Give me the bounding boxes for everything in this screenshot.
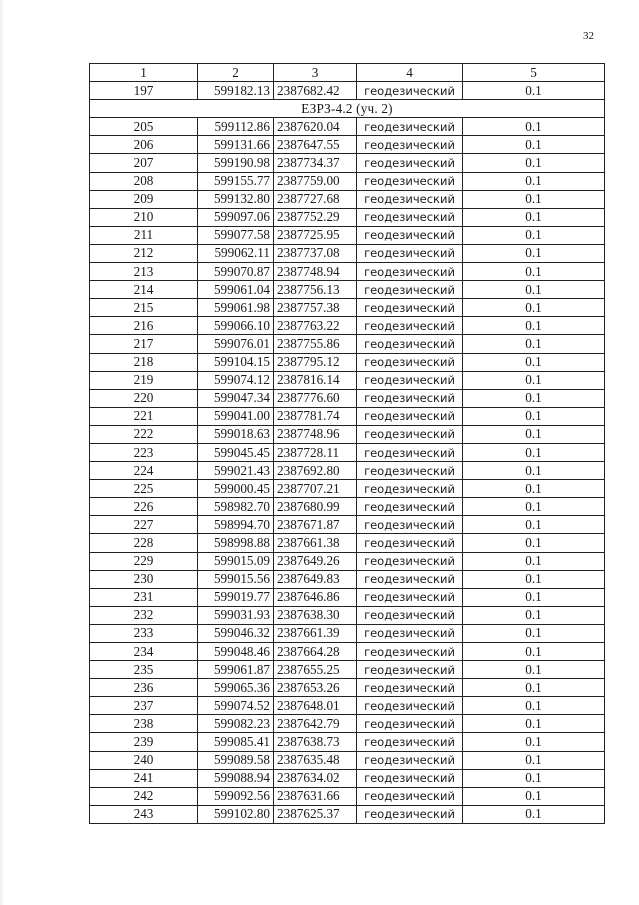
x-coordinate: 598994.70 bbox=[198, 516, 274, 534]
point-number: 222 bbox=[90, 425, 198, 443]
table-row bbox=[90, 643, 605, 661]
table-row bbox=[90, 407, 605, 425]
x-coordinate: 599074.52 bbox=[198, 697, 274, 715]
point-number: 220 bbox=[90, 389, 198, 407]
x-coordinate: 599061.98 bbox=[198, 299, 274, 317]
method-type: геодезический bbox=[357, 679, 463, 697]
table-row bbox=[90, 570, 605, 588]
method-type: геодезический bbox=[357, 588, 463, 606]
method-type: геодезический bbox=[357, 787, 463, 805]
y-coordinate: 2387692.80 bbox=[274, 462, 357, 480]
accuracy: 0.1 bbox=[463, 118, 605, 136]
x-coordinate: 599112.86 bbox=[198, 118, 274, 136]
method-type: геодезический bbox=[357, 570, 463, 588]
table-row bbox=[90, 769, 605, 787]
method-type: геодезический bbox=[357, 208, 463, 226]
accuracy: 0.1 bbox=[463, 462, 605, 480]
table-row bbox=[90, 498, 605, 516]
point-number: 232 bbox=[90, 606, 198, 624]
method-type: геодезический bbox=[357, 624, 463, 642]
method-type: геодезический bbox=[357, 751, 463, 769]
y-coordinate: 2387763.22 bbox=[274, 317, 357, 335]
table-row bbox=[90, 154, 605, 172]
method-type: геодезический bbox=[357, 281, 463, 299]
x-coordinate: 599089.58 bbox=[198, 751, 274, 769]
point-number: 208 bbox=[90, 172, 198, 190]
table-row bbox=[90, 733, 605, 751]
y-coordinate: 2387748.94 bbox=[274, 263, 357, 281]
x-coordinate: 599190.98 bbox=[198, 154, 274, 172]
table-row bbox=[90, 425, 605, 443]
y-coordinate: 2387635.48 bbox=[274, 751, 357, 769]
y-coordinate: 2387816.14 bbox=[274, 371, 357, 389]
scan-edge-shadow bbox=[0, 0, 4, 905]
point-number: 230 bbox=[90, 570, 198, 588]
y-coordinate: 2387661.38 bbox=[274, 534, 357, 552]
method-type: геодезический bbox=[357, 118, 463, 136]
method-type: геодезический bbox=[357, 407, 463, 425]
x-coordinate: 599132.80 bbox=[198, 190, 274, 208]
y-coordinate: 2387776.60 bbox=[274, 389, 357, 407]
y-coordinate: 2387737.08 bbox=[274, 244, 357, 262]
coordinates-table bbox=[89, 63, 605, 824]
accuracy: 0.1 bbox=[463, 498, 605, 516]
point-number: 213 bbox=[90, 263, 198, 281]
point-number: 210 bbox=[90, 208, 198, 226]
table-row bbox=[90, 661, 605, 679]
method-type: геодезический bbox=[357, 317, 463, 335]
point-number: 231 bbox=[90, 588, 198, 606]
y-coordinate: 2387728.11 bbox=[274, 443, 357, 461]
x-coordinate: 599018.63 bbox=[198, 425, 274, 443]
method-type: геодезический bbox=[357, 606, 463, 624]
accuracy: 0.1 bbox=[463, 805, 605, 823]
page-number: 32 bbox=[583, 30, 594, 42]
header-col-3: 3 bbox=[274, 64, 357, 82]
accuracy: 0.1 bbox=[463, 226, 605, 244]
method-type: геодезический bbox=[357, 661, 463, 679]
table-row bbox=[90, 462, 605, 480]
method-type: геодезический bbox=[357, 534, 463, 552]
header-row bbox=[90, 64, 605, 82]
x-coordinate: 599077.58 bbox=[198, 226, 274, 244]
x-coordinate: 599061.87 bbox=[198, 661, 274, 679]
table-row bbox=[90, 805, 605, 823]
y-coordinate: 2387734.37 bbox=[274, 154, 357, 172]
accuracy: 0.1 bbox=[463, 136, 605, 154]
x-coordinate: 599155.77 bbox=[198, 172, 274, 190]
y-coordinate: 2387642.79 bbox=[274, 715, 357, 733]
x-coordinate: 599019.77 bbox=[198, 588, 274, 606]
y-coordinate: 2387634.02 bbox=[274, 769, 357, 787]
accuracy: 0.1 bbox=[463, 299, 605, 317]
point-number: 239 bbox=[90, 733, 198, 751]
method-type: геодезический bbox=[357, 697, 463, 715]
method-type: геодезический bbox=[357, 371, 463, 389]
table-row bbox=[90, 697, 605, 715]
x-coordinate: 599092.56 bbox=[198, 787, 274, 805]
section-row bbox=[90, 100, 605, 118]
method-type: геодезический bbox=[357, 480, 463, 498]
point-number: 243 bbox=[90, 805, 198, 823]
table-row bbox=[90, 679, 605, 697]
point-number: 211 bbox=[90, 226, 198, 244]
x-coordinate: 599015.09 bbox=[198, 552, 274, 570]
x-coordinate: 599104.15 bbox=[198, 353, 274, 371]
accuracy: 0.1 bbox=[463, 172, 605, 190]
x-coordinate: 599031.93 bbox=[198, 606, 274, 624]
table-row bbox=[90, 516, 605, 534]
table-row bbox=[90, 281, 605, 299]
accuracy: 0.1 bbox=[463, 208, 605, 226]
x-coordinate: 599182.13 bbox=[198, 82, 274, 100]
table-row bbox=[90, 443, 605, 461]
x-coordinate: 598982.70 bbox=[198, 498, 274, 516]
accuracy: 0.1 bbox=[463, 733, 605, 751]
table-row bbox=[90, 624, 605, 642]
point-number: 219 bbox=[90, 371, 198, 389]
accuracy: 0.1 bbox=[463, 570, 605, 588]
x-coordinate: 599097.06 bbox=[198, 208, 274, 226]
y-coordinate: 2387795.12 bbox=[274, 353, 357, 371]
x-coordinate: 599047.34 bbox=[198, 389, 274, 407]
x-coordinate: 599065.36 bbox=[198, 679, 274, 697]
method-type: геодезический bbox=[357, 443, 463, 461]
table-row bbox=[90, 263, 605, 281]
table-row bbox=[90, 715, 605, 733]
y-coordinate: 2387661.39 bbox=[274, 624, 357, 642]
point-number: 218 bbox=[90, 353, 198, 371]
method-type: геодезический bbox=[357, 172, 463, 190]
method-type: геодезический bbox=[357, 805, 463, 823]
x-coordinate: 599076.01 bbox=[198, 335, 274, 353]
point-number: 214 bbox=[90, 281, 198, 299]
accuracy: 0.1 bbox=[463, 643, 605, 661]
y-coordinate: 2387671.87 bbox=[274, 516, 357, 534]
accuracy: 0.1 bbox=[463, 353, 605, 371]
table-row bbox=[90, 751, 605, 769]
method-type: геодезический bbox=[357, 769, 463, 787]
x-coordinate: 599074.12 bbox=[198, 371, 274, 389]
table-row bbox=[90, 606, 605, 624]
x-coordinate: 598998.88 bbox=[198, 534, 274, 552]
point-number: 215 bbox=[90, 299, 198, 317]
x-coordinate: 599088.94 bbox=[198, 769, 274, 787]
method-type: геодезический bbox=[357, 154, 463, 172]
y-coordinate: 2387707.21 bbox=[274, 480, 357, 498]
method-type: геодезический bbox=[357, 462, 463, 480]
x-coordinate: 599045.45 bbox=[198, 443, 274, 461]
method-type: геодезический bbox=[357, 190, 463, 208]
method-type: геодезический bbox=[357, 498, 463, 516]
accuracy: 0.1 bbox=[463, 389, 605, 407]
x-coordinate: 599021.43 bbox=[198, 462, 274, 480]
table-row bbox=[90, 787, 605, 805]
method-type: геодезический bbox=[357, 389, 463, 407]
section-title: ЕЗРЗ-4.2 (уч. 2) bbox=[90, 100, 605, 118]
accuracy: 0.1 bbox=[463, 606, 605, 624]
point-number: 237 bbox=[90, 697, 198, 715]
table-row bbox=[90, 244, 605, 262]
table-row bbox=[90, 172, 605, 190]
x-coordinate: 599062.11 bbox=[198, 244, 274, 262]
accuracy: 0.1 bbox=[463, 787, 605, 805]
point-number: 226 bbox=[90, 498, 198, 516]
method-type: геодезический bbox=[357, 643, 463, 661]
table-row bbox=[90, 389, 605, 407]
y-coordinate: 2387648.01 bbox=[274, 697, 357, 715]
table-row bbox=[90, 299, 605, 317]
method-type: геодезический bbox=[357, 82, 463, 100]
point-number: 227 bbox=[90, 516, 198, 534]
x-coordinate: 599046.32 bbox=[198, 624, 274, 642]
accuracy: 0.1 bbox=[463, 697, 605, 715]
header-col-5: 5 bbox=[463, 64, 605, 82]
table-row bbox=[90, 335, 605, 353]
y-coordinate: 2387680.99 bbox=[274, 498, 357, 516]
table-header bbox=[90, 64, 605, 82]
point-number: 235 bbox=[90, 661, 198, 679]
accuracy: 0.1 bbox=[463, 263, 605, 281]
y-coordinate: 2387759.00 bbox=[274, 172, 357, 190]
y-coordinate: 2387655.25 bbox=[274, 661, 357, 679]
table-row bbox=[90, 480, 605, 498]
y-coordinate: 2387625.37 bbox=[274, 805, 357, 823]
point-number: 238 bbox=[90, 715, 198, 733]
method-type: геодезический bbox=[357, 226, 463, 244]
x-coordinate: 599085.41 bbox=[198, 733, 274, 751]
accuracy: 0.1 bbox=[463, 661, 605, 679]
y-coordinate: 2387748.96 bbox=[274, 425, 357, 443]
accuracy: 0.1 bbox=[463, 190, 605, 208]
point-number: 209 bbox=[90, 190, 198, 208]
y-coordinate: 2387727.68 bbox=[274, 190, 357, 208]
header-col-2: 2 bbox=[198, 64, 274, 82]
point-number: 233 bbox=[90, 624, 198, 642]
accuracy: 0.1 bbox=[463, 534, 605, 552]
table-row bbox=[90, 226, 605, 244]
y-coordinate: 2387638.73 bbox=[274, 733, 357, 751]
accuracy: 0.1 bbox=[463, 516, 605, 534]
x-coordinate: 599066.10 bbox=[198, 317, 274, 335]
x-coordinate: 599082.23 bbox=[198, 715, 274, 733]
method-type: геодезический bbox=[357, 715, 463, 733]
accuracy: 0.1 bbox=[463, 443, 605, 461]
point-number: 240 bbox=[90, 751, 198, 769]
table-row bbox=[90, 534, 605, 552]
y-coordinate: 2387649.83 bbox=[274, 570, 357, 588]
point-number: 234 bbox=[90, 643, 198, 661]
table-row bbox=[90, 588, 605, 606]
y-coordinate: 2387631.66 bbox=[274, 787, 357, 805]
method-type: геодезический bbox=[357, 552, 463, 570]
accuracy: 0.1 bbox=[463, 715, 605, 733]
accuracy: 0.1 bbox=[463, 335, 605, 353]
point-number: 223 bbox=[90, 443, 198, 461]
table-row bbox=[90, 552, 605, 570]
table-row bbox=[90, 208, 605, 226]
y-coordinate: 2387755.86 bbox=[274, 335, 357, 353]
table-row bbox=[90, 118, 605, 136]
header-col-4: 4 bbox=[357, 64, 463, 82]
point-number: 207 bbox=[90, 154, 198, 172]
method-type: геодезический bbox=[357, 136, 463, 154]
table-body bbox=[90, 82, 605, 824]
table-row bbox=[90, 317, 605, 335]
method-type: геодезический bbox=[357, 425, 463, 443]
point-number: 197 bbox=[90, 82, 198, 100]
accuracy: 0.1 bbox=[463, 317, 605, 335]
table-row bbox=[90, 371, 605, 389]
x-coordinate: 599061.04 bbox=[198, 281, 274, 299]
x-coordinate: 599041.00 bbox=[198, 407, 274, 425]
y-coordinate: 2387653.26 bbox=[274, 679, 357, 697]
x-coordinate: 599048.46 bbox=[198, 643, 274, 661]
y-coordinate: 2387647.55 bbox=[274, 136, 357, 154]
point-number: 224 bbox=[90, 462, 198, 480]
y-coordinate: 2387756.13 bbox=[274, 281, 357, 299]
accuracy: 0.1 bbox=[463, 480, 605, 498]
point-number: 241 bbox=[90, 769, 198, 787]
accuracy: 0.1 bbox=[463, 552, 605, 570]
y-coordinate: 2387781.74 bbox=[274, 407, 357, 425]
y-coordinate: 2387620.04 bbox=[274, 118, 357, 136]
point-number: 229 bbox=[90, 552, 198, 570]
x-coordinate: 599015.56 bbox=[198, 570, 274, 588]
header-col-1: 1 bbox=[90, 64, 198, 82]
x-coordinate: 599102.80 bbox=[198, 805, 274, 823]
accuracy: 0.1 bbox=[463, 679, 605, 697]
y-coordinate: 2387725.95 bbox=[274, 226, 357, 244]
y-coordinate: 2387752.29 bbox=[274, 208, 357, 226]
accuracy: 0.1 bbox=[463, 407, 605, 425]
point-number: 225 bbox=[90, 480, 198, 498]
accuracy: 0.1 bbox=[463, 82, 605, 100]
x-coordinate: 599000.45 bbox=[198, 480, 274, 498]
table-row bbox=[90, 353, 605, 371]
accuracy: 0.1 bbox=[463, 281, 605, 299]
method-type: геодезический bbox=[357, 733, 463, 751]
point-number: 242 bbox=[90, 787, 198, 805]
y-coordinate: 2387682.42 bbox=[274, 82, 357, 100]
method-type: геодезический bbox=[357, 299, 463, 317]
table-row bbox=[90, 82, 605, 100]
y-coordinate: 2387664.28 bbox=[274, 643, 357, 661]
point-number: 217 bbox=[90, 335, 198, 353]
accuracy: 0.1 bbox=[463, 751, 605, 769]
method-type: геодезический bbox=[357, 244, 463, 262]
point-number: 205 bbox=[90, 118, 198, 136]
accuracy: 0.1 bbox=[463, 588, 605, 606]
accuracy: 0.1 bbox=[463, 769, 605, 787]
accuracy: 0.1 bbox=[463, 154, 605, 172]
point-number: 212 bbox=[90, 244, 198, 262]
method-type: геодезический bbox=[357, 263, 463, 281]
accuracy: 0.1 bbox=[463, 244, 605, 262]
y-coordinate: 2387638.30 bbox=[274, 606, 357, 624]
table-row bbox=[90, 190, 605, 208]
x-coordinate: 599131.66 bbox=[198, 136, 274, 154]
x-coordinate: 599070.87 bbox=[198, 263, 274, 281]
point-number: 228 bbox=[90, 534, 198, 552]
point-number: 206 bbox=[90, 136, 198, 154]
accuracy: 0.1 bbox=[463, 425, 605, 443]
point-number: 236 bbox=[90, 679, 198, 697]
accuracy: 0.1 bbox=[463, 624, 605, 642]
method-type: геодезический bbox=[357, 335, 463, 353]
point-number: 216 bbox=[90, 317, 198, 335]
y-coordinate: 2387757.38 bbox=[274, 299, 357, 317]
accuracy: 0.1 bbox=[463, 371, 605, 389]
y-coordinate: 2387646.86 bbox=[274, 588, 357, 606]
method-type: геодезический bbox=[357, 516, 463, 534]
method-type: геодезический bbox=[357, 353, 463, 371]
y-coordinate: 2387649.26 bbox=[274, 552, 357, 570]
table-row bbox=[90, 136, 605, 154]
point-number: 221 bbox=[90, 407, 198, 425]
